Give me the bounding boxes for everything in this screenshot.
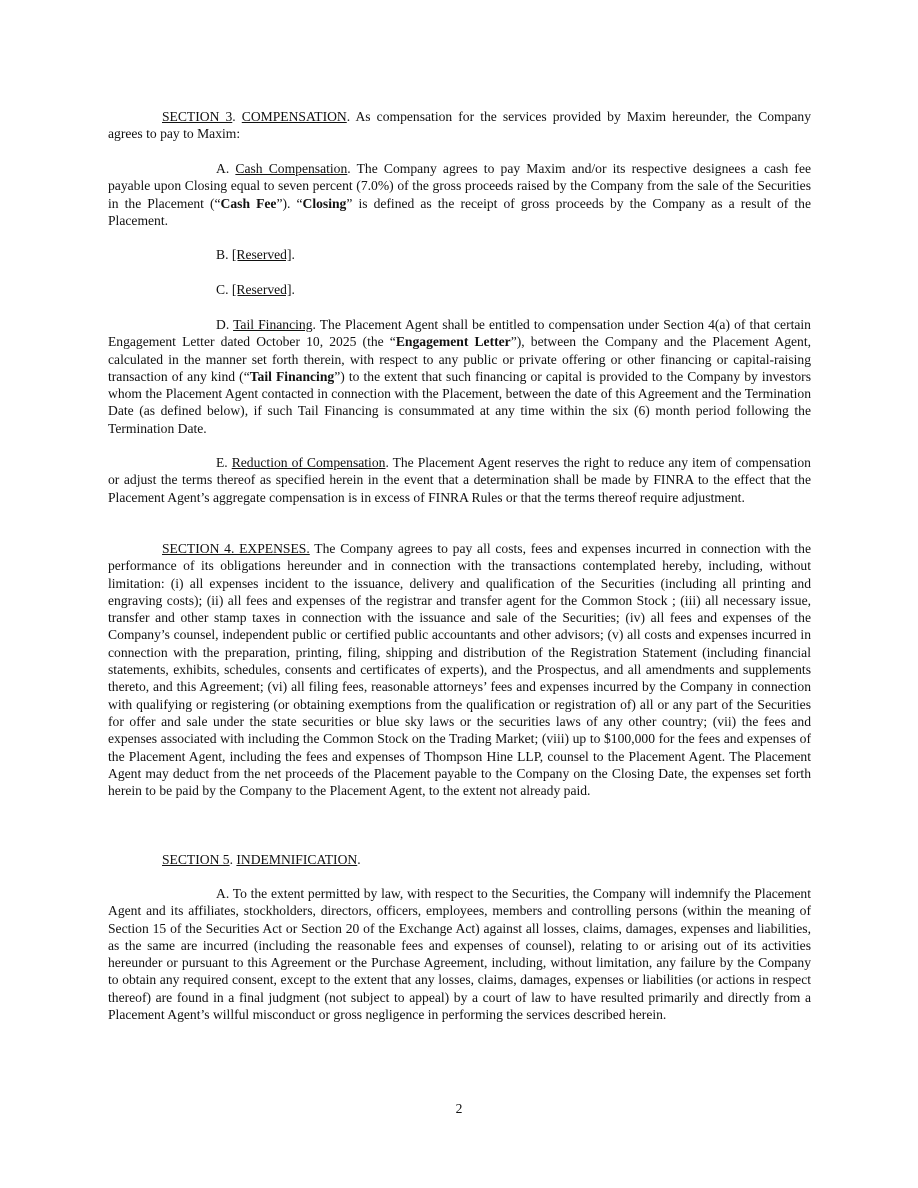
section-4-expenses-paragraph: SECTION 4. EXPENSES. The Company agrees to pay all costs, fees and expenses incurred in connection with the performance of its obligations hereunder and in connection with the transactions contemplated hereby, including, without limitation: (i) all expenses incident to the issuance, delivery and qualification of the Securities (including all printing and engraving costs); (ii) all fees and expenses of the registrar and transfer agent for the Common Stock ; (iii) all necessary issue, transfer and other stamp taxes in connection with the issuance and sale of the Securities; (iv) all fees and expenses of the Company’s counsel, independent public or certified public accountants and other advisors; (v) all costs and expenses incurred in connection with the preparation, printing, filing, shipping and distribution of the Registration Statement (including financial statements, exhibits, schedules, consents and certificates of experts), and the Prospectus, and all amendments and supplements thereto, and this Agreement; (vi) all filing fees, reasonable attorneys’ fees and expenses incurred by the Company in connection with qualifying or registering (or obtaining exemptions from the qualification or registration of) all or any part of the Securities for offer and sale under the state securities or blue sky laws or the securities laws of any other country; (vii) the fees and expenses associated with including the Common Stock on the Trading Market; (viii) up to $100,000 for the fees and expenses of the Placement Agent, including the fees and expenses of Thompson Hine LLP, counsel to the Placement Agent. The Placement Agent may deduct from the net proceeds of the Placement payable to the Company on the Closing Date, the expenses set forth herein to be paid by the Company to the Placement Agent, to the extent not already paid.: [108, 541, 811, 799]
section-4-heading: SECTION 4. EXPENSES.: [162, 541, 310, 556]
cash-compensation-paragraph: A. Cash Compensation. The Company agrees to pay Maxim and/or its respective designees a cash fee payable upon Closing equal to seven percent (7.0%) of the gross proceeds raised by the Company from the sale of the Securities in the Placement (“Cash Fee”). “Closing” is defined as the receipt of gross proceeds by the Company as a result of the Placement.: [108, 161, 812, 228]
section-5-label: SECTION 5: [162, 852, 230, 867]
reduction-of-compensation-paragraph: E. Reduction of Compensation. The Placement Agent reserves the right to reduce any item of compensation or adjust the terms thereof as specified herein in the event that a determination shall be made by FINRA to the effect that the Placement Agent’s aggregate compensation is in excess of FINRA Rules or that the terms thereof require adjustment.: [108, 455, 811, 505]
section-5-title: INDEMNIFICATION: [236, 852, 358, 867]
indemnification-paragraph-a: A. To the extent permitted by law, with respect to the Securities, the Company will indemnify the Placement Agent and its affiliates, stockholders, directors, officers, employees, members and controlling persons (within the meaning of Section 15 of the Securities Act or Section 20 of the Exchange Act) against all losses, claims, damages, expenses and liabilities, as the same are incurred (including the reasonable fees and expenses of counsel), relating to or arising out of its activities hereunder or pursuant to this Agreement or the Purchase Agreement, including, without limitation, any failure by the Company to obtain any required consent, except to the extent that any losses, claims, damages, expenses or liabilities (or actions in respect thereof) are found in a final judgment (not subject to appeal) by a court of law to have resulted primarily and directly from a Placement Agent’s willful misconduct or gross negligence in performing the services described herein.: [108, 886, 811, 1023]
reduction-heading: Reduction of Compensation: [231, 455, 386, 470]
cash-compensation-heading: Cash Compensation: [235, 161, 348, 176]
item-c-reserved: C. [Reserved].: [216, 282, 295, 297]
page-number: 2: [455, 1101, 463, 1116]
section-3-paragraph: SECTION 3. COMPENSATION. As compensation for the services provided by Maxim hereunder, the Company agrees to pay to Maxim:: [108, 109, 812, 142]
section-3-label: SECTION 3: [162, 109, 233, 124]
section-5-heading-paragraph: SECTION 5. INDEMNIFICATION.: [162, 852, 361, 867]
tail-financing-paragraph: D. Tail Financing. The Placement Agent shall be entitled to compensation under Section 4(a) of that certain Engagement Letter dated October 10, 2025 (the “Engagement Letter”), between the Company and the Placement Agent, calculated in the manner set forth therein, with respect to any public or private offering or other financing or capital-raising transaction of any kind (“Tail Financing”) to the extent that such financing or capital is provided to the Company by investors whom the Placement Agent contacted in connection with the Placement, between the date of this Agreement and the Termination Date (as defined below), if such Tail Financing is consummated at any time within the six (6) month period following the Termination Date.: [108, 317, 811, 436]
section-3-title: COMPENSATION: [241, 109, 347, 124]
tail-financing-heading: Tail Financing: [233, 317, 313, 332]
item-b-reserved: B. [Reserved].: [216, 247, 295, 262]
